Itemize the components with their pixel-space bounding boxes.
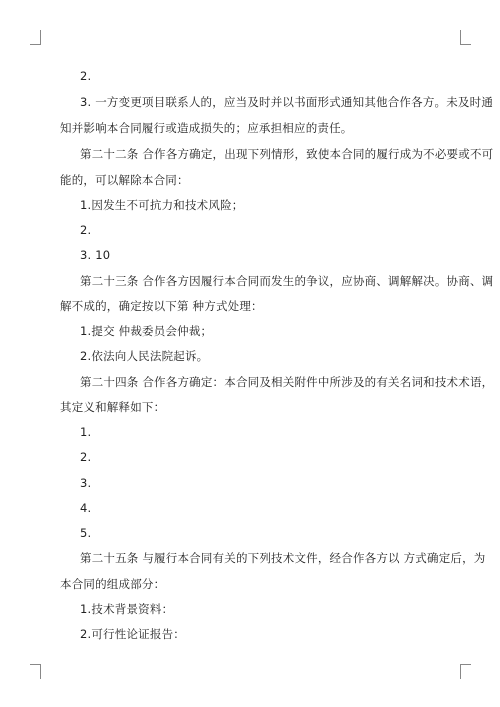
crop-mark-top-left [30, 30, 41, 45]
text-line: 5. [80, 526, 92, 540]
crop-mark-bottom-left [30, 664, 41, 679]
text-line: 能的，可以解除本合同： [60, 173, 189, 187]
text-line: 4. [80, 501, 92, 515]
crop-mark-top-right [460, 30, 471, 45]
text-line: 第二十五条 与履行本合同有关的下列技术文件，经合作各方以 方式确定后，为 [80, 551, 486, 565]
text-line: 第二十四条 合作各方确定：本合同及相关附件中所涉及的有关名词和技术术语， [80, 375, 494, 389]
text-line: 3. [80, 476, 92, 490]
text-line: 2. [80, 223, 92, 237]
text-line: 解不成的，确定按以下第 种方式处理： [60, 299, 263, 313]
text-line: 其定义和解释如下： [60, 400, 166, 414]
text-line: 1. [80, 425, 92, 439]
text-line: 第二十二条 合作各方确定，出现下列情形，致使本合同的履行成为不必要或不可 [80, 147, 494, 161]
text-line: 本合同的组成部分： [60, 577, 166, 591]
text-line: 2. [80, 450, 92, 464]
text-line: 1.技术背景资料： [80, 602, 174, 616]
text-line: 1.提交 仲裁委员会仲裁； [80, 324, 213, 338]
text-line: 知并影响本合同履行或造成损失的；应承担相应的责任。 [60, 121, 353, 135]
text-line: 第二十三条 合作各方因履行本合同而发生的争议，应协商、调解解决。协商、调 [80, 274, 494, 288]
crop-mark-bottom-right [460, 664, 471, 679]
text-line: 1.因发生不可抗力和技术风险； [80, 198, 244, 212]
text-line: 3. 一方变更项目联系人的，应当及时并以书面形式通知其他合作各方。未及时通 [80, 95, 494, 109]
text-line: 2.可行性论证报告： [80, 627, 185, 641]
text-line: 3. 10 [80, 248, 111, 262]
text-line: 2. [80, 69, 92, 83]
text-line: 2.依法向人民法院起诉。 [80, 349, 209, 363]
